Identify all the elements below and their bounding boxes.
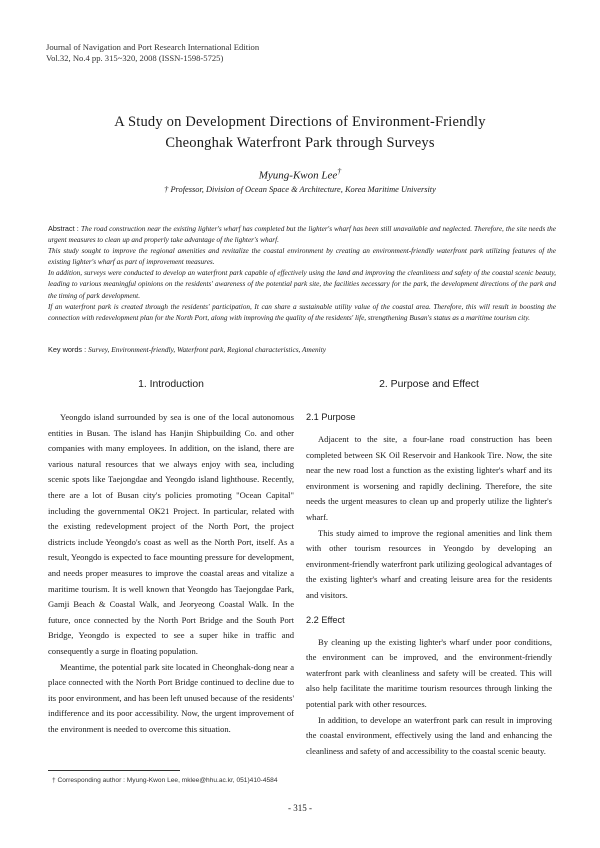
left-column [48, 378, 294, 737]
purpose-paragraph-1: Adjacent to the site, a four-lane road construction has been completed between SK Oil Reservoir and Hankook Tire. Now, the site near the new road lost a function as the existing lighter's wharf and its environment is worsening and rapidly declining. Therefore, the site needs the urgent measures to clean up and properly utilize the lighter's wharf. [306, 434, 552, 522]
page-number: - 315 - [288, 803, 312, 813]
author-mark: † [337, 167, 342, 176]
abstract-paragraph [48, 223, 556, 246]
keywords-text: Survey, Environment-friendly, Waterfront park, Regional characteristics, Amenity [88, 345, 326, 354]
abstract [48, 223, 556, 324]
introduction-paragraph-2: Meantime, the potential park site located in Cheonghak-dong near a place connected with the North Port Bridge continued to decline due to its poor environment, and has been left unused because of the residents' indifference and its poor accessibility. Now, the urgent improvement of the environment is needed to overcome this situation. [48, 661, 294, 734]
introduction-heading: 1. Introduction [138, 379, 204, 390]
purpose-effect-heading: 2. Purpose and Effect [379, 379, 479, 390]
effect-paragraph-2: In addition, to develope an waterfront park can result in improving the coastal environment, effectively using the land and enhancing the cleanliness and safety of and accessibility to the coastal scenic beauty. [306, 714, 552, 756]
author-name: Myung-Kwon Lee [258, 169, 338, 182]
journal-volume: Vol.32, No.4 pp. 315~320, 2008 (ISSN-1598-5725) [46, 53, 224, 63]
author-line [0, 167, 600, 182]
effect-subheading: 2.2 Effect [306, 614, 345, 625]
corresponding-author-footnote: † Corresponding author : Myung-Kwon Lee, mklee@hhu.ac.kr, 051)410-4584 [52, 777, 278, 784]
section-spacer [306, 604, 552, 613]
paper-title-line-2: Cheonghak Waterfront Park through Surveys [165, 135, 435, 151]
paper-title-line-1: A Study on Development Directions of Environment-Friendly [114, 114, 486, 130]
journal-header [46, 42, 259, 64]
abstract-text-2: This study sought to improve the regional amenities and revitalize the coastal environment by creating an environment-friendly waterfront park utilizing features of the existing lighter's wharf as part of improvement measures. [48, 247, 556, 267]
effect-paragraph-1: By cleaning up the existing lighter's wharf under poor conditions, the environment can be improved, and the environment-friendly waterfront park with cleanliness and safety will be created. This will also help facilitate the maritime tourism resources through linking the potential park with other resources. [306, 636, 552, 709]
keywords-separator: : [82, 345, 89, 354]
abstract-separator: : [74, 224, 81, 233]
purpose-paragraph-2: This study aimed to improve the regional amenities and link them with other tourism resources in Yeongdo by developing an environment-friendly waterfront park utilizing geological advantages of the existing lighter's wharf and creating leisure area for the residents and visitors. [306, 527, 552, 600]
abstract-text-3: In addition, surveys were conducted to develop an waterfront park capable of effectively using the land and improving the cleanliness and safety of the coastal scenic beauty, leading to various meaningful opinions on the residents' awareness of the potential park site, the facilities necessary for the park, the development directions of the park and the timing of park development. [48, 269, 556, 300]
footnote-divider [48, 770, 180, 771]
keywords [48, 345, 556, 354]
affiliation: † Professor, Division of Ocean Space & Architecture, Korea Maritime University [164, 185, 436, 194]
purpose-subheading: 2.1 Purpose [306, 412, 356, 422]
introduction-paragraph-1: Yeongdo island surrounded by sea is one of the local autonomous entities in Busan. The island has Hanjin Shipbuilding Co. and other companies with many employees. In addition, on the island, there are various natural resources that we always enjoy with sea, including scenic spots like Taejongdae and Yeongdo island lighthouse. Recently, there are a lot of Busan city's policies promoting "Ocean Capital" including the governmental OK21 Project. In particular, related with the existing redevelopment project of the North Port, the project districts include Yeongdo's coast as well as the North Port, itself. As a result, Yeongdo is expected to face mounting pressure for development, and needs proper measures to improve the coastal areas and vitalize a maritime tourism. It is well known that Yeongdo has Taejongdae Park, Gamji Beach & Coastal Walk, and Jeoryeong Coastal Walk. In the future, once connected by the North Port Bridge and the South Port Bridge, Yeongdo is expected to see a super hike in traffic and consequently a surge in floating population. [48, 412, 294, 656]
abstract-text-4: If an waterfront park is created through the residents' participation, It can share a sustainable utility value of the coastal area. Therefore, this will result in boosting the connection with redevelopment plan for the North Port, along with improving the quality of the residents' life, strengthening Busan's status as a maritime tourism city. [48, 302, 556, 322]
keywords-label: Key words [48, 345, 83, 354]
abstract-label: Abstract [48, 224, 75, 233]
paper-title [40, 112, 560, 154]
abstract-text-1: The road construction near the existing lighter's wharf has completed but the lighter's wharf has been still unavailable and neglected. Therefore, the site needs the urgent measures to clean up and properly take advantage of the lighter's wharf. [48, 225, 556, 245]
journal-name: Journal of Navigation and Port Research International Edition [46, 42, 260, 52]
right-column [306, 378, 552, 759]
